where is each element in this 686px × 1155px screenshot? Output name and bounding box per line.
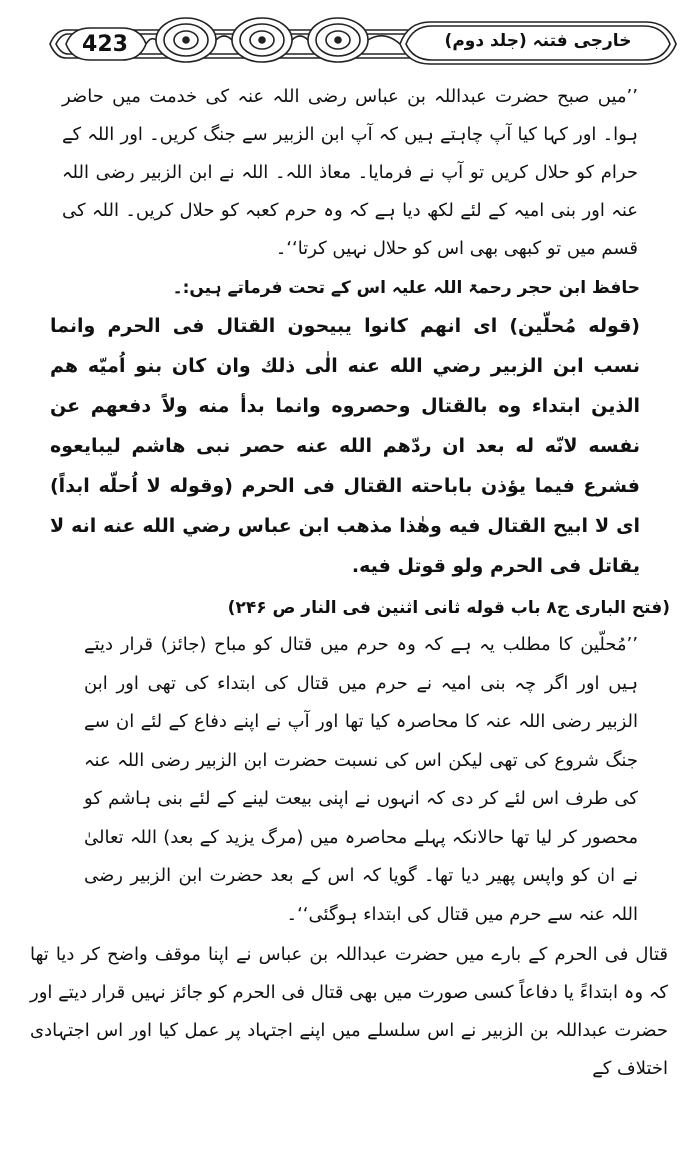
- quote-ibn-abbas: ’’میں صبح حضرت عبداللہ بن عباس رضی اللہ عنہ کی خدمت میں حاضر ہوا۔ اور کہا کیا آپ چاہتے ہیں کہ آپ ابن الزبیر سے جنگ کریں۔ اور اللہ کے حرام کو حلال کریں تو آپ نے فرمایا۔ معاذ اللہ۔ اللہ نے ابن الزبیر رضی اللہ عنہ اور بنی امیہ کے لئے لکھ دیا ہے کہ وہ حرم کعبہ کو حلال کریں۔ اللہ کی قسم میں تو کبھی بھی اس کو حلال نہیں کرتا‘‘۔: [62, 86, 638, 259]
- citation-fath-al-bari: (فتح الباری ج۸ باب قوله ثانی اثنين فی النار ص ۲۴۶): [227, 598, 670, 618]
- page-body: [12, 78, 674, 1088]
- page-header: [0, 0, 686, 70]
- urdu-translation-quote: ’’مُحلّین کا مطلب یہ ہے کہ وہ حرم میں قتال کو مباح (جائز) قرار دیتے ہیں اور اگر چہ بنی امیہ نے حرم میں قتال کی ابتداء کی تھی اور ابن الزبیر رضی اللہ عنہ کا محاصرہ کیا تھا اور آپ نے اپنے دفاع کے لئے ان سے جنگ شروع کی تھی لیکن اس کی نسبت حضرت ابن الزبیر رضی اللہ عنہ کی طرف اس لئے کر دی کہ انہوں نے اپنی بیعت لینے کے لئے بنی ہاشم کو محصور کر لیا تھا حالانکہ پہلے محاصرہ میں (مرگ یزید کے بعد) اللہ تعالیٰ نے ان کو واپس پھیر دیا تھا۔ گویا کہ اس کے بعد حضرت ابن الزبیر رضی اللہ عنہ سے حرم میں قتال کی ابتداء ہوگئی‘‘۔: [84, 634, 638, 925]
- page-number: 423: [82, 31, 128, 57]
- closing-paragraph: قتال فی الحرم کے بارے میں حضرت عبداللہ بن عباس نے اپنا موقف واضح کر دیا تھا کہ وہ ابتداءً یا دفاعاً کسی صورت میں بھی قتال فی الحرم کو جائز نہیں قرار دیتے اور حضرت عبداللہ بن الزبیر نے اس سلسلے میں اپنے اجتہاد پر عمل کیا اور اس اجتہادی اختلاف کے: [30, 944, 668, 1079]
- book-title: خارجی فتنہ (جلد دوم): [444, 30, 632, 51]
- arabic-commentary: (قوله مُحلّين) ای انهم کانوا يبيحون القتال فی الحرم وانما نسب ابن الزبير رضي الله عنه الٰی ذلك وان كان بنو اُميّه هم الذين ابتداء وه بالقتال وحصروه وانما بدأ منه ولاً دفعهم عن نفسه لانّه له بعد ان ردّهم الله عنه حصر نبی هاشم ليبايعوه فشرع فيما يؤذن باباحته القتال فی الحرم (وقوله لا اُحلّه ابداً) ای لا ابيح القتال فيه وهٰذا مذهب ابن عباس رضي الله عنه انه لا يقاتل فی الحرم ولو قوتل فيه.: [50, 315, 640, 577]
- ibn-hajar-intro: حافظ ابن حجر رحمۃ اللہ علیہ اس کے تحت فرماتے ہیں:۔: [172, 278, 640, 298]
